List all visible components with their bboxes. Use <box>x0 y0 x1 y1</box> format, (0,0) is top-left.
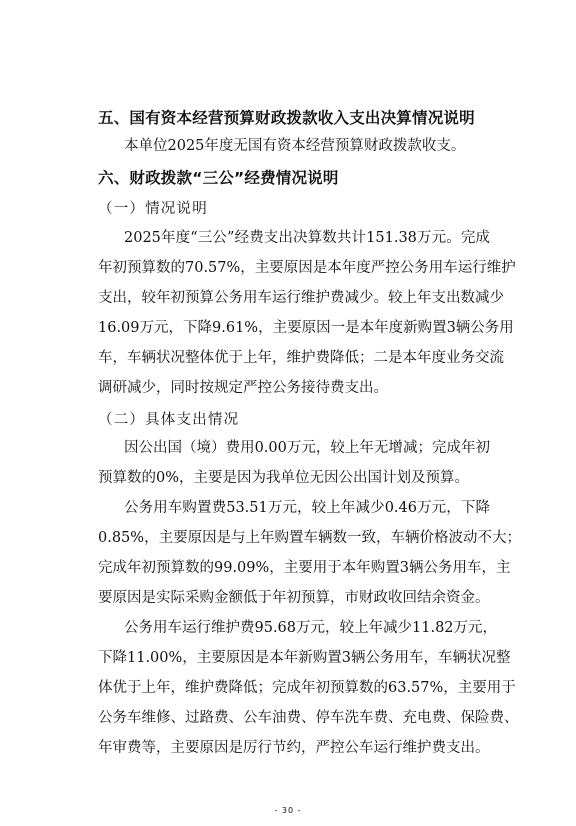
section-5-heading: 五、国有资本经营预算财政拨款收入支出决算情况说明 <box>98 109 475 127</box>
sub1-line-6: 调研减少，同时按规定严控公务接待费支出。 <box>98 380 388 396</box>
sub2-p3-line-5: 年审费等，主要原因是厉行节约，严控公车运行维护费支出。 <box>98 740 490 756</box>
sub1-line-4: 16.09万元，下降9.61%，主要原因一是本年度新购置3辆公务用 <box>98 320 514 336</box>
section-6-heading: 六、财政拨款“三公”经费情况说明 <box>98 169 339 187</box>
sub1-line-3: 支出，较年初预算公务用车运行维护费减少。较上年支出数减少 <box>98 290 504 306</box>
sub2-p2-line-3: 完成年初预算数的99.09%，主要用于本年购置3辆公务用车，主 <box>98 560 511 576</box>
sub1-line-1: 2025年度“三公”经费支出决算数共计151.38万元。完成 <box>124 230 490 246</box>
sub2-p1-line-1: 因公出国（境）费用0.00万元，较上年无增减；完成年初 <box>124 440 490 456</box>
sub2-p2-line-2: 0.85%，主要原因是与上年购置车辆数一致，车辆价格波动不大； <box>98 530 522 546</box>
sub2-p3-line-4: 公务车维修、过路费、公车油费、停车洗车费、充电费、保险费、 <box>98 710 519 726</box>
sub1-line-5: 车，车辆状况整体优于上年，维护费降低；二是本年度业务交流 <box>98 350 504 366</box>
sub2-p2-line-1: 公务用车购置费53.51万元，较上年减少0.46万元，下降 <box>124 500 490 516</box>
page-number: - 30 - <box>274 806 302 815</box>
sub2-p3-line-3: 体优于上年，维护费降低；完成年初预算数的63.57%，主要用于 <box>98 680 516 696</box>
sub2-p2-line-4: 要原因是实际采购金额低于年初预算，市财政收回结余资金。 <box>98 590 490 606</box>
sub2-p3-line-1: 公务用车运行维护费95.68万元，较上年减少11.82万元， <box>124 620 498 636</box>
subsection-1-title: （一）情况说明 <box>98 201 208 217</box>
subsection-2-title: （二）具体支出情况 <box>98 412 240 428</box>
section-5-body: 本单位2025年度无国有资本经营预算财政拨款收支。 <box>124 138 466 154</box>
sub2-p3-line-2: 下降11.00%，主要原因是本年新购置3辆公务用车，车辆状况整 <box>98 650 511 666</box>
sub2-p1-line-2: 预算数的0%，主要是因为我单位无因公出国计划及预算。 <box>98 470 470 486</box>
sub1-line-2: 年初预算数的70.57%，主要原因是本年度严控公务用车运行维护 <box>98 260 516 276</box>
